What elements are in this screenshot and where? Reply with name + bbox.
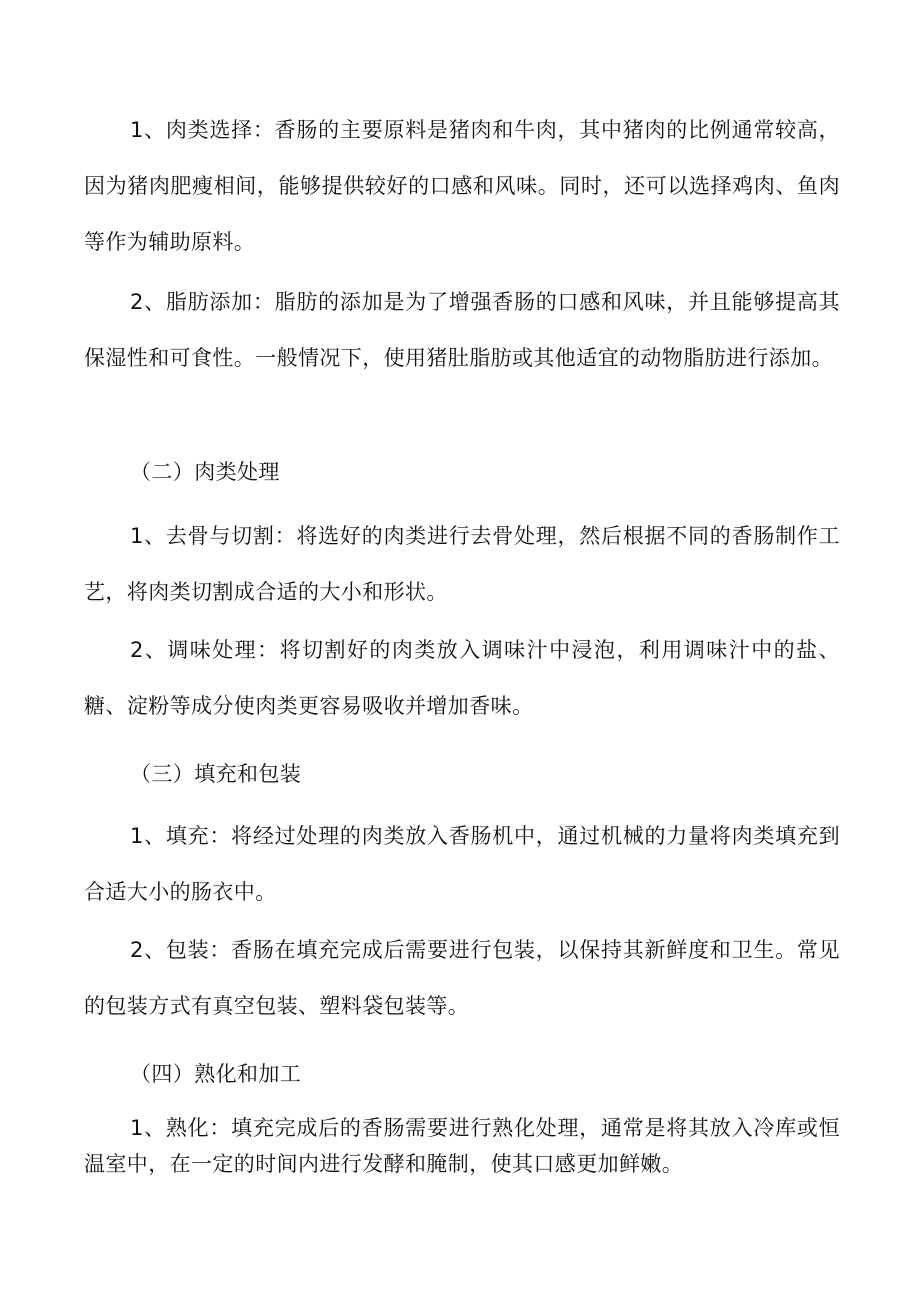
section-heading-meat-processing: （二）肉类处理 [130,460,280,484]
paragraph-filling: 1、填充：将经过处理的肉类放入香肠机中，通过机械的力量将肉类填充到合适大小的肠衣中。 [84,824,840,904]
paragraph-seasoning: 2、调味处理：将切割好的肉类放入调味汁中浸泡，利用调味汁中的盐、糖、淀粉等成分使肉类更容易吸收并增加香味。 [84,638,840,718]
paragraph-fat-addition: 2、脂肪添加：脂肪的添加是为了增强香肠的口感和风味，并且能够提高其保湿性和可食性。一般情况下，使用猪肚脂肪或其他适宜的动物脂肪进行添加。 [84,290,840,370]
paragraph-curing: 1、熟化：填充完成后的香肠需要进行熟化处理，通常是将其放入冷库或恒温室中，在一定的时间内进行发酵和腌制，使其口感更加鲜嫩。 [84,1116,840,1176]
paragraph-deboning-cutting: 1、去骨与切割：将选好的肉类进行去骨处理，然后根据不同的香肠制作工艺，将肉类切割成合适的大小和形状。 [84,524,840,604]
section-heading-curing-processing: （四）熟化和加工 [130,1062,302,1086]
paragraph-packaging: 2、包装：香肠在填充完成后需要进行包装，以保持其新鲜度和卫生。常见的包装方式有真空包装、塑料袋包装等。 [84,938,840,1018]
paragraph-meat-selection: 1、肉类选择：香肠的主要原料是猪肉和牛肉，其中猪肉的比例通常较高，因为猪肉肥瘦相间，能够提供较好的口感和风味。同时，还可以选择鸡肉、鱼肉等作为辅助原料。 [84,118,840,254]
section-heading-filling-packaging: （三）填充和包装 [130,762,302,786]
